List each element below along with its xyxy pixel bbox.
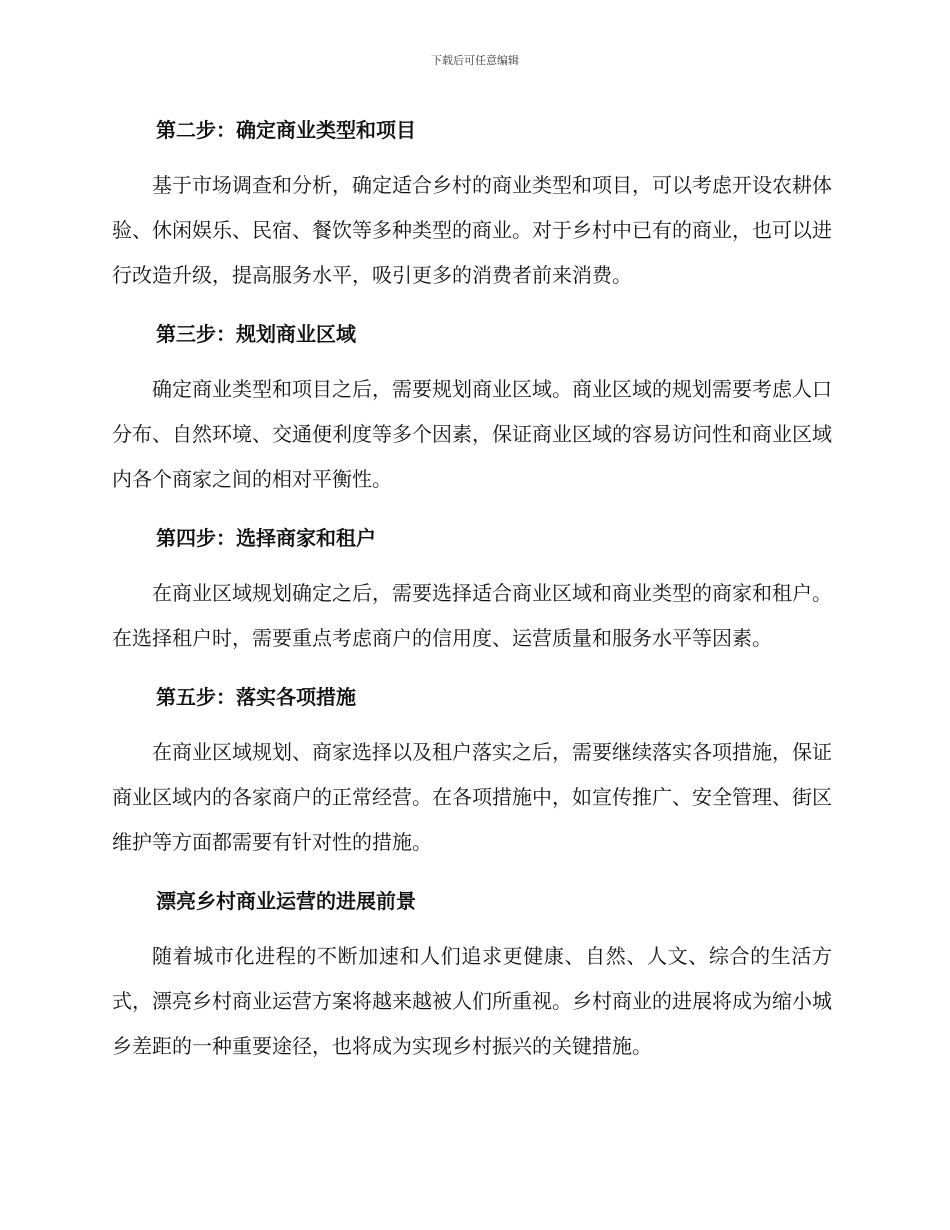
page-header-note: 下载后可任意编辑: [431, 54, 519, 67]
section-heading: 漂亮乡村商业运营的进展前景: [156, 889, 416, 913]
section-step-four: [112, 518, 832, 661]
section-step-three: [112, 314, 832, 502]
section-paragraph: 确定商业类型和项目之后，需要规划商业区域。商业区域的规划需要考虑人口分布、自然环境、交通便利度等多个因素，保证商业区域的容易访问性和商业区域内各个商家之间的相对平衡性。: [112, 377, 832, 491]
section-paragraph: 在商业区域规划、商家选择以及租户落实之后，需要继续落实各项措施，保证商业区域内的各家商户的正常经营。在各项措施中，如宣传推广、安全管理、街区维护等方面都需要有针对性的措施。: [112, 740, 832, 854]
section-development-prospects: [112, 881, 832, 1069]
section-step-two: [112, 110, 832, 298]
section-step-five: [112, 677, 832, 865]
section-heading: 第四步：选择商家和租户: [156, 526, 376, 550]
section-paragraph: 在商业区域规划确定之后，需要选择适合商业区域和商业类型的商家和租户。在选择租户时，需要重点考虑商户的信用度、运营质量和服务水平等因素。: [112, 581, 832, 650]
section-heading: 第五步：落实各项措施: [156, 685, 356, 709]
section-paragraph: 基于市场调查和分析，确定适合乡村的商业类型和项目，可以考虑开设农耕体验、休闲娱乐、民宿、餐饮等多种类型的商业。对于乡村中已有的商业，也可以进行改造升级，提高服务水平，吸引更多的消费者前来消费。: [112, 173, 832, 287]
section-heading: 第三步：规划商业区域: [156, 322, 356, 346]
document-content: [112, 110, 832, 1085]
section-heading: 第二步：确定商业类型和项目: [156, 118, 416, 142]
section-paragraph: 随着城市化进程的不断加速和人们追求更健康、自然、人文、综合的生活方式，漂亮乡村商业运营方案将越来越被人们所重视。乡村商业的进展将成为缩小城乡差距的一种重要途径，也将成为实现乡村振兴的关键措施。: [112, 944, 832, 1058]
